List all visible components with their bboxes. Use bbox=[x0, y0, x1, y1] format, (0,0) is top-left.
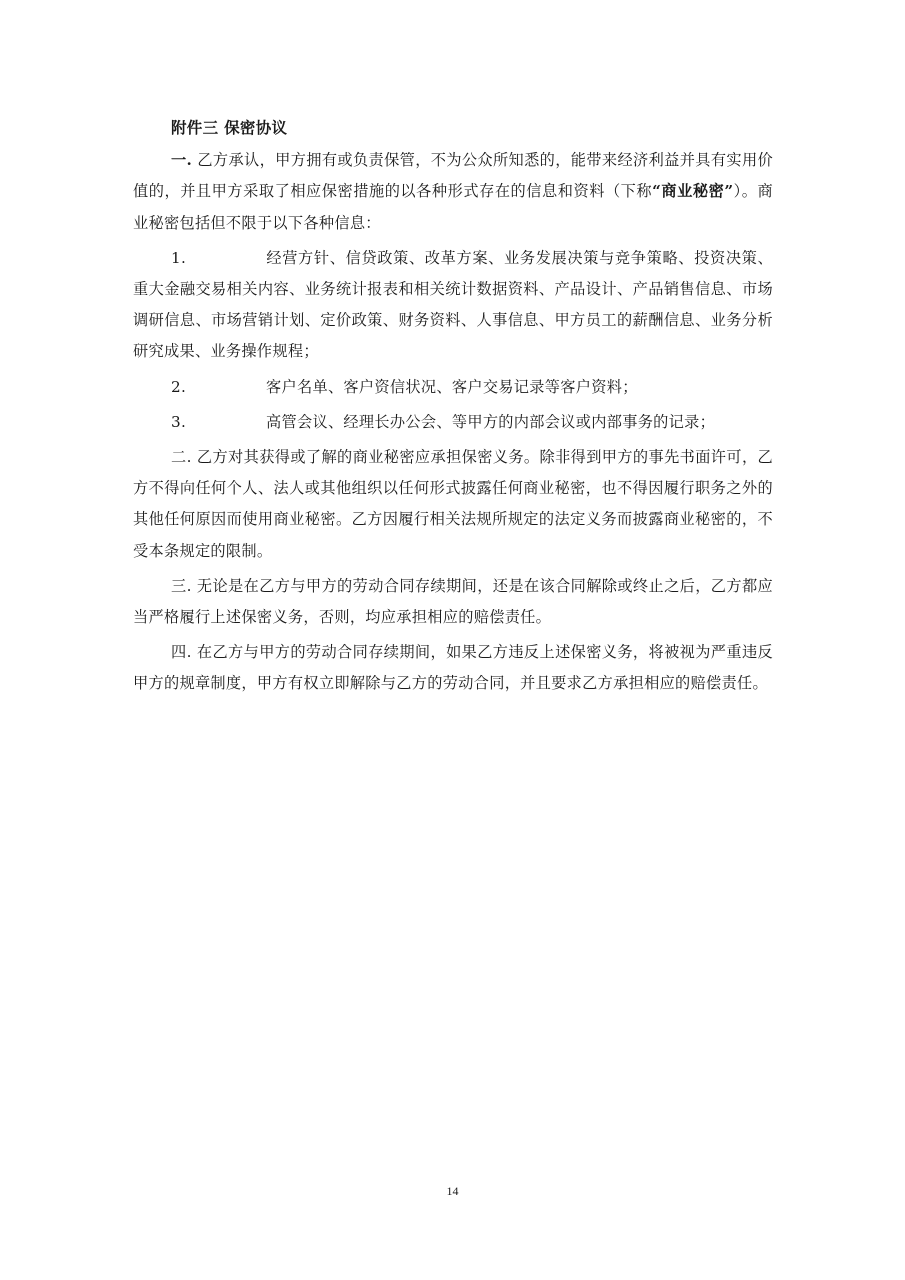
list-item-number: 2. bbox=[171, 377, 187, 396]
document-body bbox=[133, 112, 773, 704]
list-item-3 bbox=[133, 407, 773, 442]
clause-1-text-b: ）。商业秘密包括但不限于以下各种信息： bbox=[133, 182, 773, 232]
clause-4: 四. 在乙方与甲方的劳动合同存续期间，如果乙方违反上述保密义务，将被视为严重违反甲方的规章制度，甲方有权立即解除与乙方的劳动合同，并且要求乙方承担相应的赔偿责任。 bbox=[133, 643, 773, 693]
list-item-text: 客户名单、客户资信状况、客户交易记录等客户资料； bbox=[266, 377, 638, 396]
clause-2: 二. 乙方对其获得或了解的商业秘密应承担保密义务。除非得到甲方的事先书面许可，乙方不得向任何个人、法人或其他组织以任何形式披露任何商业秘密，也不得因履行职务之外的其他任何原因而使用商业秘密。乙方因履行相关法规所规定的法定义务而披露商业秘密的，不受本条规定的限制。 bbox=[133, 448, 773, 560]
list-item-2 bbox=[133, 372, 773, 407]
list-item-text: 经营方针、信贷政策、改革方案、业务发展决策与竞争策略、投资决策、重大金融交易相关内容、业务统计报表和相关统计数据资料、产品设计、产品销售信息、市场调研信息、市场营销计划、定价政策、财务资料、人事信息、甲方员工的薪酬信息、业务分析研究成果、业务操作规程； bbox=[133, 248, 773, 361]
list-item-number: 3. bbox=[171, 412, 187, 431]
clause-3: 三. 无论是在乙方与甲方的劳动合同存续期间，还是在该合同解除或终止之后，乙方都应当严格履行上述保密义务，否则，均应承担相应的赔偿责任。 bbox=[133, 576, 773, 627]
clause-1 bbox=[133, 145, 773, 243]
list-item-number: 1. bbox=[171, 248, 187, 267]
clause-1-text-a: 乙方承认，甲方拥有或负责保管，不为公众所知悉的，能带来经济利益并具有实用价值的，并且甲方采取了相应保密措施的以各种形式存在的信息和资料（下称 bbox=[133, 151, 773, 201]
page-number: 14 bbox=[446, 1184, 459, 1198]
clause-1-number: 一. bbox=[171, 151, 193, 170]
document-title: 附件三 保密协议 bbox=[171, 118, 288, 137]
list-item-1 bbox=[133, 243, 773, 372]
clause-1-term: “商业秘密” bbox=[652, 182, 734, 201]
list-item-text: 高管会议、经理长办公会、等甲方的内部会议或内部事务的记录； bbox=[266, 412, 716, 431]
